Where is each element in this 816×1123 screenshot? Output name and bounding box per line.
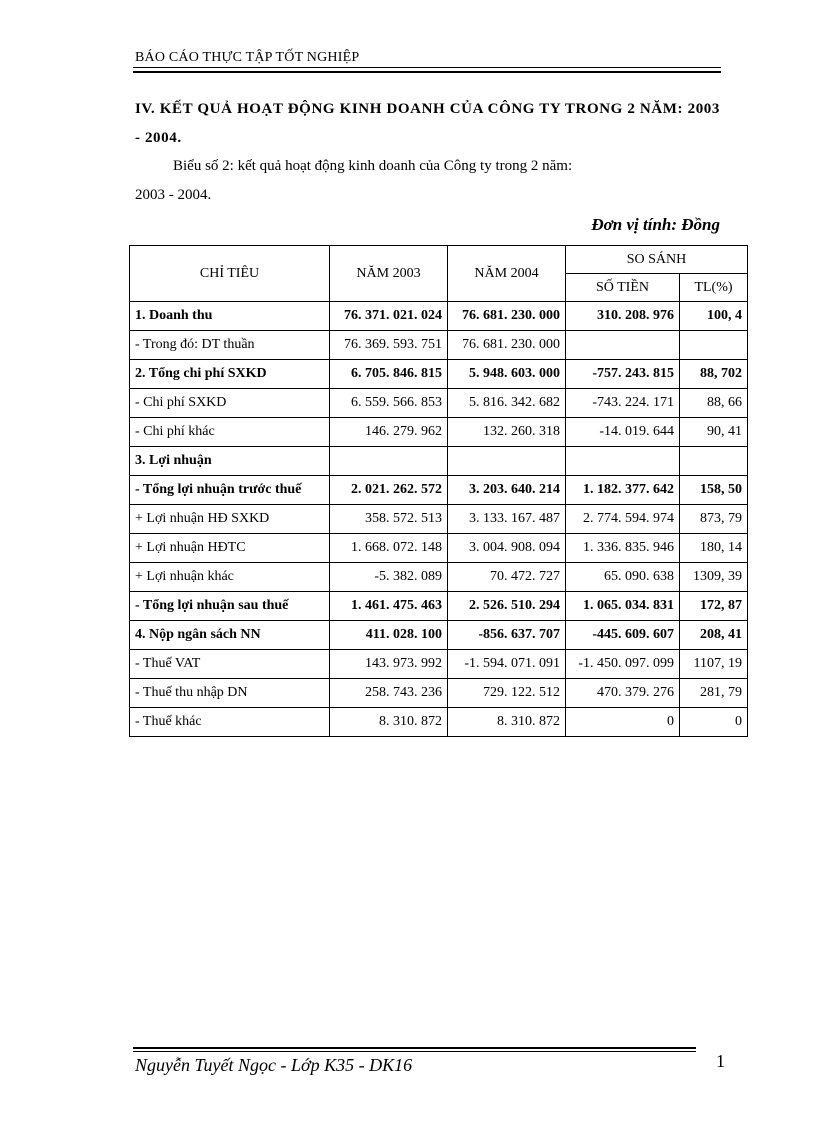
value-2004-text: -1. 594. 071. 091 <box>464 656 560 671</box>
row-label <box>130 563 330 592</box>
row-label-text: - Trong đó: DT thuần <box>135 337 255 352</box>
header-so-tien: SỐ TIỀN <box>566 274 680 302</box>
value-2003 <box>330 418 448 447</box>
header-nam-2004: NĂM 2004 <box>448 246 566 302</box>
row-label-text: - Thuế thu nhập DN <box>135 685 248 700</box>
report-header-title: BÁO CÁO THỰC TẬP TỐT NGHIỆP <box>135 50 360 65</box>
value-2004 <box>448 592 566 621</box>
value-2004-text: 3. 133. 167. 487 <box>469 511 560 526</box>
value-2003-text: 76. 369. 593. 751 <box>344 337 442 352</box>
value-tl-text: 88, 66 <box>707 395 742 410</box>
value-2003 <box>330 563 448 592</box>
value-so-tien <box>566 302 680 331</box>
value-so-tien <box>566 592 680 621</box>
value-2003-text: 6. 705. 846. 815 <box>351 366 442 381</box>
value-2003-text: 146. 279. 962 <box>365 424 442 439</box>
row-label <box>130 418 330 447</box>
value-2003-text: 1. 668. 072. 148 <box>351 540 442 555</box>
value-tl <box>680 534 748 563</box>
value-2004 <box>448 534 566 563</box>
value-tl <box>680 360 748 389</box>
row-label-text: + Lợi nhuận HĐTC <box>135 540 246 555</box>
value-2003 <box>330 592 448 621</box>
row-label <box>130 505 330 534</box>
value-tl <box>680 592 748 621</box>
value-tl-text: 1309, 39 <box>693 569 742 584</box>
value-2003-text: 76. 371. 021. 024 <box>344 308 442 323</box>
value-2004 <box>448 476 566 505</box>
value-so-tien <box>566 563 680 592</box>
value-tl <box>680 447 748 476</box>
table-body <box>130 302 748 737</box>
value-2003-text: -5. 382. 089 <box>374 569 442 584</box>
value-2003-text: 8. 310. 872 <box>379 714 442 729</box>
value-2004-text: 76. 681. 230. 000 <box>462 308 560 323</box>
value-2004 <box>448 505 566 534</box>
row-label-text: 3. Lợi nhuận <box>135 453 212 468</box>
value-2004 <box>448 302 566 331</box>
value-so-tien-text: 2. 774. 594. 974 <box>583 511 674 526</box>
row-label <box>130 447 330 476</box>
value-so-tien-text: -757. 243. 815 <box>592 366 674 381</box>
value-so-tien <box>566 418 680 447</box>
value-2003 <box>330 679 448 708</box>
value-so-tien-text: -1. 450. 097. 099 <box>578 656 674 671</box>
value-tl <box>680 389 748 418</box>
table-row <box>130 476 748 505</box>
value-2003-text: 258. 743. 236 <box>365 685 442 700</box>
row-label-text: 2. Tổng chi phí SXKD <box>135 366 267 381</box>
value-so-tien <box>566 708 680 737</box>
value-tl <box>680 708 748 737</box>
row-label-text: + Lợi nhuận HĐ SXKD <box>135 511 270 526</box>
row-label <box>130 708 330 737</box>
value-so-tien-text: 470. 379. 276 <box>597 685 674 700</box>
value-2004-text: 5. 816. 342. 682 <box>469 395 560 410</box>
value-2003 <box>330 302 448 331</box>
row-label <box>130 476 330 505</box>
value-2003-text: 143. 973. 992 <box>365 656 442 671</box>
value-2003-text: 358. 572. 513 <box>365 511 442 526</box>
value-2004-text: 132. 260. 318 <box>483 424 560 439</box>
value-2003 <box>330 476 448 505</box>
row-label-text: - Tổng lợi nhuận trước thuế <box>135 482 302 497</box>
row-label <box>130 592 330 621</box>
table-row <box>130 650 748 679</box>
value-so-tien <box>566 505 680 534</box>
value-2004-text: 8. 310. 872 <box>497 714 560 729</box>
table-row <box>130 389 748 418</box>
value-2004-text: 3. 203. 640. 214 <box>469 482 560 497</box>
table-row <box>130 331 748 360</box>
value-so-tien <box>566 534 680 563</box>
value-tl-text: 208, 41 <box>700 627 742 642</box>
header-chi-tieu: CHỈ TIÊU <box>130 246 330 302</box>
row-label <box>130 650 330 679</box>
value-tl <box>680 621 748 650</box>
value-so-tien-text: -14. 019. 644 <box>599 424 674 439</box>
value-tl-text: 0 <box>735 714 742 729</box>
value-so-tien-text: -743. 224. 171 <box>592 395 674 410</box>
row-label-text: - Thuế khác <box>135 714 202 729</box>
row-label <box>130 679 330 708</box>
value-2004 <box>448 650 566 679</box>
value-2003-text: 1. 461. 475. 463 <box>351 598 442 613</box>
table-caption <box>135 152 720 210</box>
value-2003 <box>330 621 448 650</box>
row-label <box>130 302 330 331</box>
value-2003-text: 6. 559. 566. 853 <box>351 395 442 410</box>
table-row <box>130 360 748 389</box>
row-label <box>130 534 330 563</box>
caption-line-2: 2003 - 2004. <box>135 187 212 203</box>
value-2004 <box>448 679 566 708</box>
value-so-tien <box>566 621 680 650</box>
value-tl <box>680 679 748 708</box>
value-so-tien-text: 1. 336. 835. 946 <box>583 540 674 555</box>
business-results-table <box>129 245 748 737</box>
section-heading: IV. KẾT QUẢ HOẠT ĐỘNG KINH DOANH CỦA CÔNG TY TRONG 2 NĂM: 2003 - 2004. <box>135 101 720 146</box>
value-tl <box>680 650 748 679</box>
value-2004-text: 729. 122. 512 <box>483 685 560 700</box>
value-tl <box>680 302 748 331</box>
table-header-row <box>130 246 748 274</box>
header-nam-2003: NĂM 2003 <box>330 246 448 302</box>
value-2004 <box>448 389 566 418</box>
value-tl-text: 88, 702 <box>700 366 742 381</box>
value-2003 <box>330 708 448 737</box>
row-label-text: - Chi phí khác <box>135 424 215 439</box>
value-so-tien <box>566 389 680 418</box>
table-row <box>130 592 748 621</box>
row-label-text: - Thuế VAT <box>135 656 201 671</box>
table-row <box>130 505 748 534</box>
value-so-tien-text: 310. 208. 976 <box>597 308 674 323</box>
header-tl: TL(%) <box>680 274 748 302</box>
value-so-tien <box>566 447 680 476</box>
value-2004-text: 3. 004. 908. 094 <box>469 540 560 555</box>
value-so-tien-text: -445. 609. 607 <box>592 627 674 642</box>
caption-line-1: Biểu số 2: kết quả hoạt động kinh doanh của Công ty trong 2 năm: <box>173 158 573 174</box>
value-tl <box>680 563 748 592</box>
table-row <box>130 534 748 563</box>
table-row <box>130 302 748 331</box>
value-2003 <box>330 389 448 418</box>
value-2004 <box>448 447 566 476</box>
value-2003 <box>330 360 448 389</box>
footer-divider <box>133 1051 696 1052</box>
value-2004-text: 76. 681. 230. 000 <box>462 337 560 352</box>
unit-label: Đơn vị tính: Đồng <box>591 215 720 234</box>
value-so-tien <box>566 679 680 708</box>
value-so-tien <box>566 331 680 360</box>
value-tl-text: 873, 79 <box>700 511 742 526</box>
row-label-text: 4. Nộp ngân sách NN <box>135 627 261 642</box>
value-so-tien-text: 1. 182. 377. 642 <box>583 482 674 497</box>
value-2004 <box>448 360 566 389</box>
value-tl-text: 172, 87 <box>700 598 742 613</box>
value-2004 <box>448 418 566 447</box>
value-so-tien-text: 1. 065. 034. 831 <box>583 598 674 613</box>
value-2003-text: 2. 021. 262. 572 <box>351 482 442 497</box>
table-row <box>130 621 748 650</box>
value-so-tien <box>566 476 680 505</box>
value-2003 <box>330 505 448 534</box>
value-tl-text: 90, 41 <box>707 424 742 439</box>
value-so-tien-text: 65. 090. 638 <box>604 569 674 584</box>
row-label-text: - Tổng lợi nhuận sau thuế <box>135 598 289 613</box>
table-row <box>130 418 748 447</box>
table-row <box>130 447 748 476</box>
value-tl <box>680 476 748 505</box>
footer-author: Nguyễn Tuyết Ngọc - Lớp K35 - DK16 <box>135 1055 413 1075</box>
row-label <box>130 360 330 389</box>
header-divider <box>133 67 721 68</box>
row-label-text: - Chi phí SXKD <box>135 395 227 410</box>
value-tl-text: 281, 79 <box>700 685 742 700</box>
row-label <box>130 621 330 650</box>
value-so-tien-text: 0 <box>667 714 674 729</box>
value-tl-text: 100, 4 <box>707 308 742 323</box>
row-label-text: 1. Doanh thu <box>135 308 213 323</box>
value-2004 <box>448 331 566 360</box>
header-so-sanh: SO SÁNH <box>566 246 748 274</box>
value-tl-text: 1107, 19 <box>693 656 742 671</box>
value-2003 <box>330 331 448 360</box>
value-so-tien <box>566 650 680 679</box>
value-2004 <box>448 563 566 592</box>
value-2004-text: -856. 637. 707 <box>478 627 560 642</box>
value-2003 <box>330 650 448 679</box>
value-2003 <box>330 534 448 563</box>
value-so-tien <box>566 360 680 389</box>
value-tl <box>680 505 748 534</box>
table-row <box>130 708 748 737</box>
row-label-text: + Lợi nhuận khác <box>135 569 234 584</box>
value-2004 <box>448 708 566 737</box>
value-tl-text: 180, 14 <box>700 540 742 555</box>
header-divider-thick <box>133 71 721 73</box>
row-label <box>130 331 330 360</box>
footer-divider-thick <box>133 1047 696 1049</box>
value-2004-text: 2. 526. 510. 294 <box>469 598 560 613</box>
value-2004 <box>448 621 566 650</box>
value-tl-text: 158, 50 <box>700 482 742 497</box>
value-2004-text: 5. 948. 603. 000 <box>469 366 560 381</box>
table-row <box>130 679 748 708</box>
page-number: 1 <box>716 1051 725 1071</box>
value-2003-text: 411. 028. 100 <box>365 627 442 642</box>
value-tl <box>680 331 748 360</box>
value-2004-text: 70. 472. 727 <box>490 569 560 584</box>
value-2003 <box>330 447 448 476</box>
table-row <box>130 563 748 592</box>
value-tl <box>680 418 748 447</box>
row-label <box>130 389 330 418</box>
